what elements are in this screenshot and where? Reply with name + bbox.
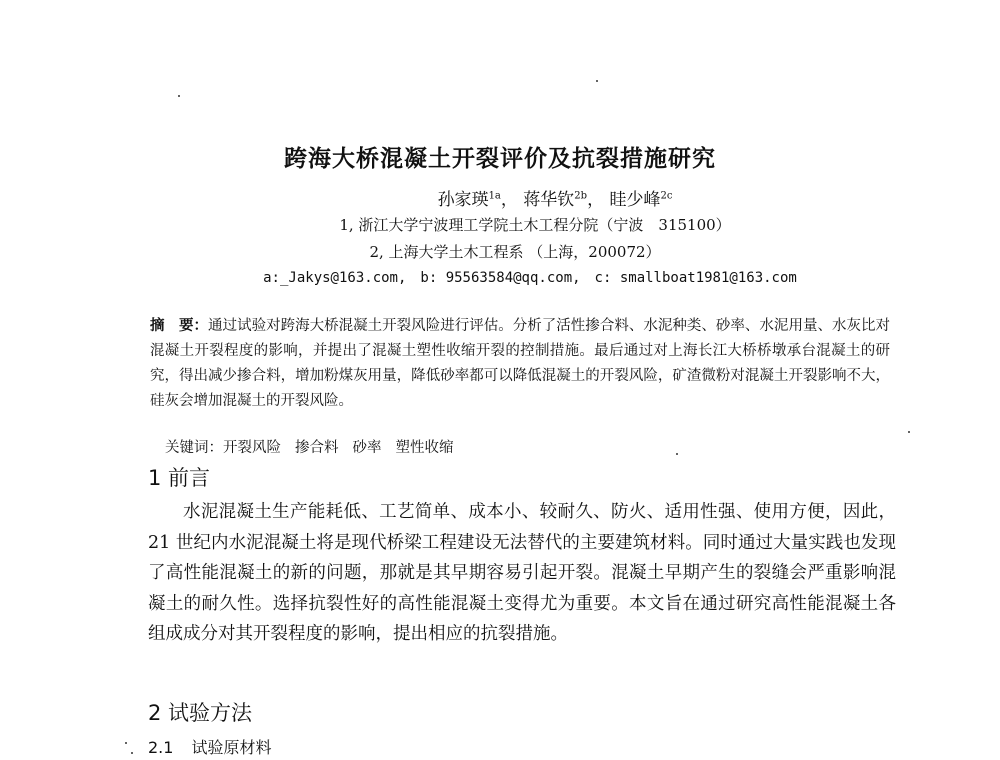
author-sup: 1a: [488, 190, 501, 202]
keywords-label: 关键词：: [165, 440, 223, 456]
author-separator: ，: [500, 190, 518, 210]
subsection-heading: [148, 735, 271, 758]
author-name: 眭少峰: [609, 190, 661, 210]
abstract-label: 摘 要：: [150, 318, 209, 334]
paper-title: 跨海大桥混凝土开裂评价及抗裂措施研究: [284, 146, 716, 172]
section-heading-intro: 1 前言: [148, 466, 211, 490]
subsection-title: 试验原材料: [191, 738, 272, 757]
scan-speck: [676, 453, 678, 455]
author-emails: a:_Jakys@163.com, b: 95563584@qq.com, c: smallboat1981@163.com: [263, 270, 797, 286]
author-sup: 2c: [660, 190, 673, 202]
scan-speck: [131, 752, 133, 754]
scan-speck: [125, 742, 127, 744]
keywords: [165, 436, 468, 457]
abstract-text: 通过试验对跨海大桥混凝土开裂风险进行评估。分析了活性掺合料、水泥种类、砂率、水泥用量、水灰比对混凝土开裂程度的影响，并提出了混凝土塑性收缩开裂的控制措施。最后通过对上海长江大桥桥墩承台混凝土的研究，得出减少掺合料，增加粉煤灰用量，降低砂率都可以降低混凝土的开裂风险，矿渣微粉对混凝土开裂影响不大，硅灰会增加混凝土的开裂风险。: [150, 318, 891, 409]
keyword: 掺合料: [295, 440, 339, 456]
scan-speck: [908, 431, 910, 433]
author-name: 蒋华钦: [523, 190, 575, 210]
subsection-number: 2.1: [148, 738, 174, 757]
section-heading-method: 2 试验方法: [148, 701, 253, 725]
author-separator: ，: [587, 190, 605, 210]
scan-speck: [596, 80, 598, 82]
keyword: 塑性收缩: [395, 440, 454, 456]
affiliation-1: 1, 浙江大学宁波理工学院土木工程分院（宁波 315100）: [339, 216, 731, 234]
author-name: 孙家瑛: [437, 190, 489, 210]
author-line: [0, 185, 1000, 210]
author-sup: 2b: [574, 190, 588, 202]
keyword: 开裂风险: [223, 440, 281, 456]
affiliation-2: 2, 上海大学土木工程系 （上海，200072）: [369, 243, 661, 261]
abstract: [150, 314, 890, 414]
scan-speck: [178, 95, 180, 97]
keyword: 砂率: [352, 440, 382, 456]
intro-paragraph: 水泥混凝土生产能耗低、工艺简单、成本小、较耐久、防火、适用性强、使用方便，因此，21 世纪内水泥混凝土将是现代桥梁工程建设无法替代的主要建筑材料。同时通过大量实践也发现了高性能混凝土的新的问题，那就是其早期容易引起开裂。混凝土早期产生的裂缝会严重影响混凝土的耐久性。选择抗裂性好的高性能混凝土变得尤为重要。本文旨在通过研究高性能混凝土各组成成分对其开裂程度的影响，提出相应的抗裂措施。: [148, 502, 896, 644]
